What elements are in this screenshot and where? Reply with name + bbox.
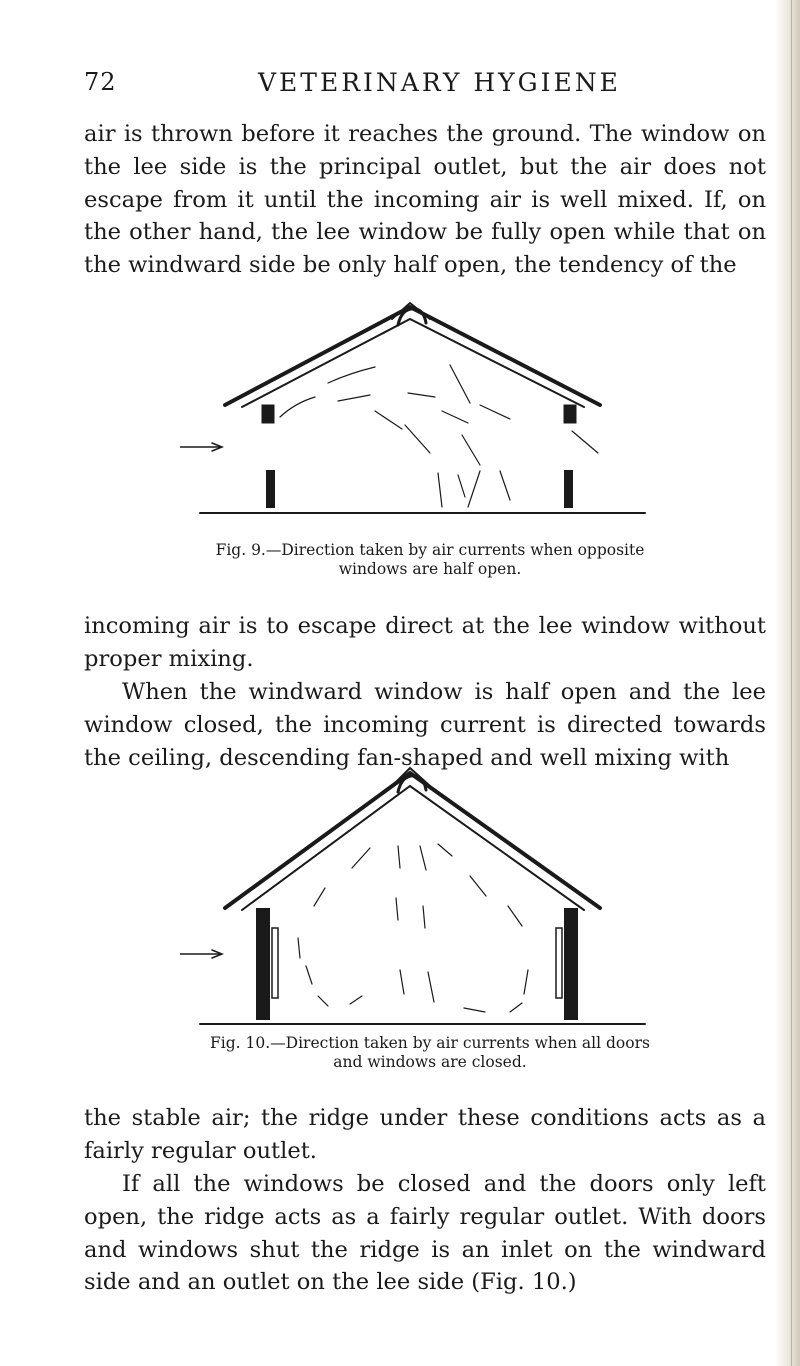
figure-10-diagram [180, 758, 660, 1028]
left-wall [266, 470, 275, 508]
figure-caption-text: —Direction taken by air currents when opposite windows are half open. [265, 541, 645, 578]
running-header [68, 68, 768, 104]
roof-outline [225, 307, 600, 405]
figure-9-diagram [180, 295, 660, 520]
right-eave [564, 405, 576, 423]
left-eave [262, 405, 274, 423]
body-paragraph: If all the windows be closed and the doors only left open, the ridge acts as a fairly regular outlet. With doors and windows shut the ridge is an inlet on the windward side and an outlet on the lee side (Fig. 10.) [84, 1171, 766, 1296]
left-wall [256, 908, 270, 1020]
page-number: 72 [84, 68, 117, 96]
roof-outline [225, 773, 600, 908]
figure-10-caption [200, 1034, 660, 1072]
running-title: VETERINARY HYGIENE [258, 68, 621, 97]
body-paragraph: incoming air is to escape direct at the lee window without proper mixing. [84, 613, 766, 672]
figure-caption-text: —Direction taken by air currents when all doors and windows are closed. [270, 1034, 650, 1071]
body-paragraph: When the windward window is half open and the lee window closed, the incoming current is directed towards the ceiling, descending fan-shaped and well mixing with [84, 679, 766, 771]
figure-label: Fig. 9. [215, 541, 266, 559]
figure-9-caption [200, 541, 660, 579]
left-window [272, 928, 278, 998]
page-spine-shadow [774, 0, 800, 1366]
right-window [556, 928, 562, 998]
right-wall [564, 908, 578, 1020]
page-spine-edge [791, 0, 792, 1366]
figure-label: Fig. 10. [210, 1034, 271, 1052]
roof-inner [242, 786, 584, 910]
body-paragraph: the stable air; the ridge under these conditions acts as a fairly regular outlet. [84, 1105, 766, 1164]
right-wall [564, 470, 573, 508]
body-paragraph: air is thrown before it reaches the ground. The window on the lee side is the principal outlet, but the air does not escape from it until the incoming air is well mixed. If, on the other hand, the lee window be fully open while that on the windward side be only half open, the tendency of the [84, 121, 766, 279]
